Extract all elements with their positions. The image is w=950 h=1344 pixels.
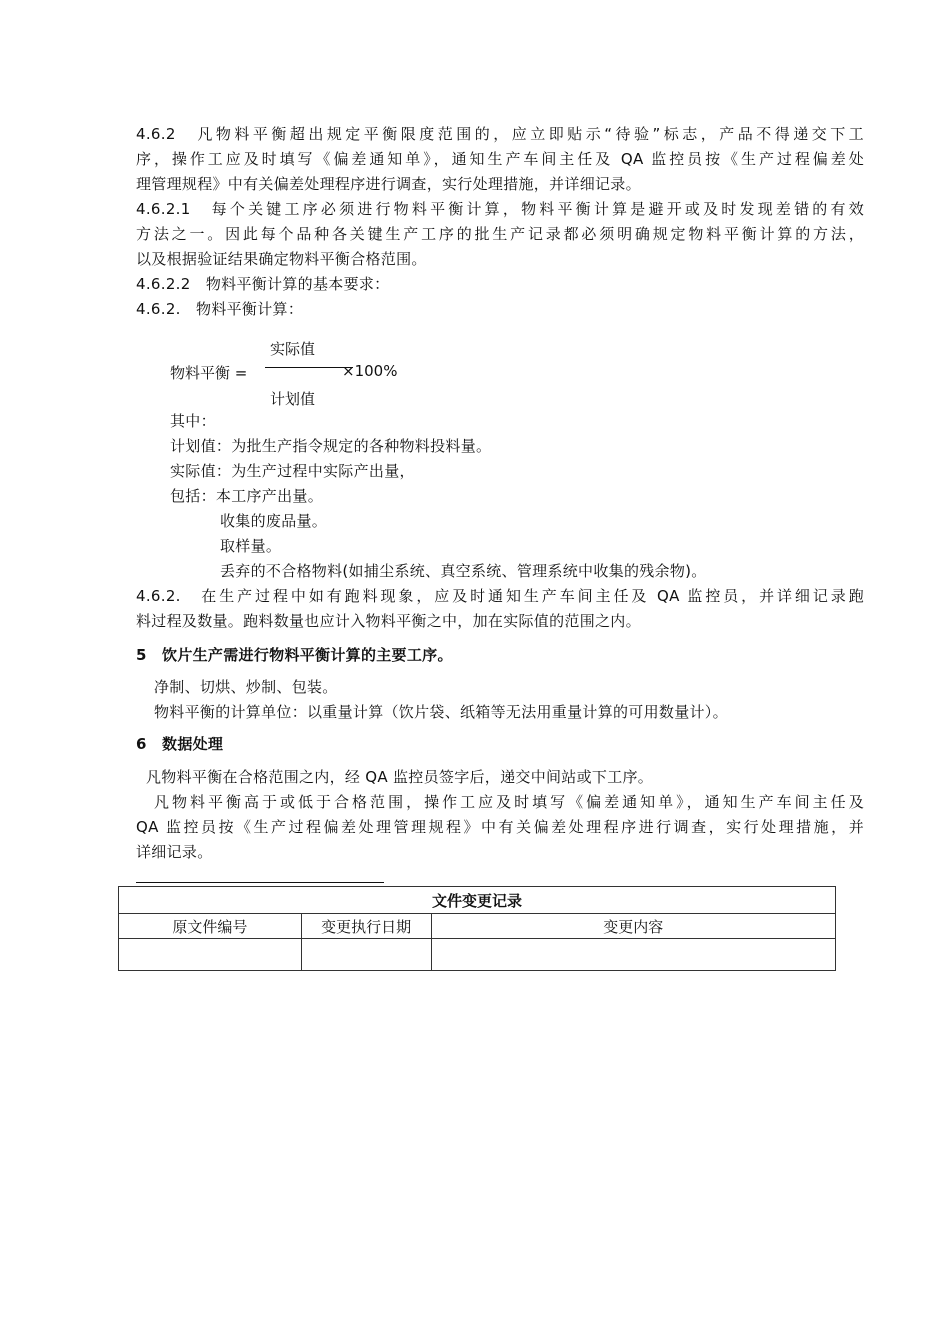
para-4-6-2-line-3: 理管理规程》中有关偏差处理程序进行调查，实行处理措施，并详细记录。 (136, 175, 641, 193)
para-4-6-2-formula-heading: 4.6.2. 物料平衡计算： (136, 300, 304, 318)
cell-original-doc-no (119, 939, 302, 971)
definition-item-discarded: 丢弃的不合格物料(如捕尘系统、真空系统、管理系统中收集的残余物)。 (220, 562, 707, 580)
table-row (119, 939, 836, 971)
formula-numerator: 实际值 (270, 340, 316, 358)
cell-change-content (431, 939, 835, 971)
section-6-heading: 6 数据处理 (136, 735, 224, 753)
para-4-6-2-line-2: 序，操作工应及时填写《偏差通知单》，通知生产车间主任及 QA 监控员按《生产过程偏差处 (136, 150, 864, 168)
section-6-para-2-line-2: QA 监控员按《生产过程偏差处理管理规程》中有关偏差处理程序进行调查，实行处理措施，并 (136, 818, 864, 836)
para-spillage-line-1: 4.6.2. 在生产过程中如有跑料现象，应及时通知生产车间主任及 QA 监控员，并详细记录跑 (136, 587, 864, 605)
header-effective-date: 变更执行日期 (301, 914, 431, 939)
section-5-steps: 净制、切烘、炒制、包装。 (154, 678, 338, 696)
header-change-content: 变更内容 (431, 914, 835, 939)
definition-item-sampling: 取样量。 (220, 537, 282, 555)
change-table-title: 文件变更记录 (119, 887, 836, 914)
header-original-doc-no: 原文件编号 (119, 914, 302, 939)
para-4-6-2-1-line-3: 以及根据验证结果确定物料平衡合格范围。 (136, 250, 427, 268)
para-4-6-2-1-line-2: 方法之一。因此每个品种各关键生产工序的批生产记录都必须明确规定物料平衡计算的方法， (136, 225, 864, 243)
para-spillage-line-2: 料过程及数量。跑料数量也应计入物料平衡之中，加在实际值的范围之内。 (136, 612, 641, 630)
formula-label: 物料平衡 = (170, 364, 248, 382)
section-5-heading: 5 饮片生产需进行物料平衡计算的主要工序。 (136, 646, 453, 664)
definitions-where: 其中： (170, 412, 216, 430)
definition-planned: 计划值：为批生产指令规定的各种物料投料量。 (170, 437, 492, 455)
fraction-bar (265, 367, 353, 368)
para-4-6-2-line-1: 4.6.2 凡物料平衡超出规定平衡限度范围的，应立即贴示“待验”标志，产品不得递交下工 (136, 125, 864, 143)
para-4-6-2-1-line-1: 4.6.2.1 每个关键工序必须进行物料平衡计算，物料平衡计算是避开或及时发现差错的有效 (136, 200, 864, 218)
definition-actual: 实际值：为生产过程中实际产出量， (170, 462, 415, 480)
cell-effective-date (301, 939, 431, 971)
section-5-unit: 物料平衡的计算单位：以重量计算（饮片袋、纸箱等无法用重量计算的可用数量计）。 (154, 703, 728, 721)
formula-multiplier: ×100% (342, 362, 398, 380)
para-4-6-2-2: 4.6.2.2 物料平衡计算的基本要求： (136, 275, 390, 293)
section-6-para-2-line-1: 凡物料平衡高于或低于合格范围，操作工应及时填写《偏差通知单》，通知生产车间主任及 (154, 793, 864, 811)
definition-item-waste: 收集的废品量。 (220, 512, 328, 530)
formula-denominator: 计划值 (270, 390, 316, 408)
separator-rule (136, 882, 384, 883)
section-6-para-2-line-3: 详细记录。 (136, 843, 213, 861)
definition-includes: 包括：本工序产出量。 (170, 487, 324, 505)
section-6-para-1: 凡物料平衡在合格范围之内，经 QA 监控员签字后，递交中间站或下工序。 (146, 768, 654, 786)
change-record-table (118, 886, 836, 971)
